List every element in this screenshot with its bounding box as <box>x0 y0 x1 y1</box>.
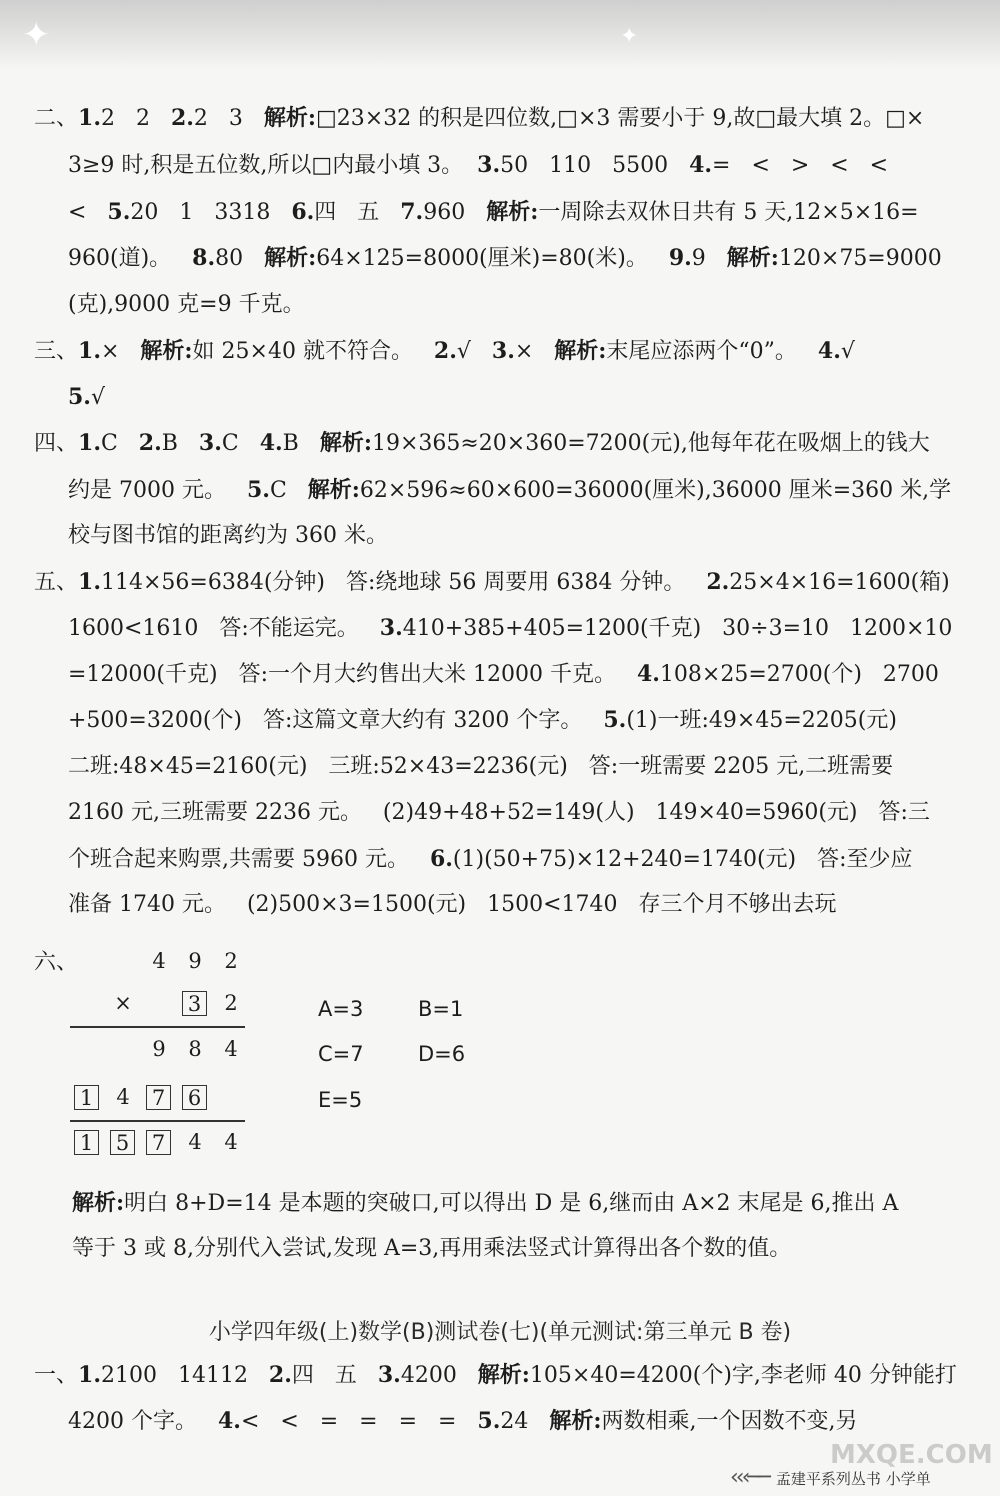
times-sign: × <box>114 991 132 1015</box>
answer-line: 二、1.2 2 2.2 3 解析:□23×32 的积是四位数,□×3 需要小于 9,故□最大填 2。□× <box>34 105 925 131</box>
answer-line: (克),9000 克=9 千克。 <box>68 292 305 317</box>
answer-line: 二班:48×45=2160(元) 三班:52×43=2236(元) 答:一班需要 2205 元,二班需要 <box>68 754 894 779</box>
assignment-c: C=7 <box>318 1042 364 1066</box>
answer-line: 960(道)。 8.80 解析:64×125=8000(厘米)=80(米)。 9.9 解析:120×75=9000 <box>68 245 942 271</box>
rule-line <box>70 1026 245 1028</box>
page-top-shade <box>0 0 1000 70</box>
sparkle-icon: ✦ <box>620 24 639 49</box>
digit: 8 <box>188 1037 202 1061</box>
explanation-line: 解析:明白 8+D=14 是本题的突破口,可以得出 D 是 6,继而由 A×2 末尾是 6,推出 A <box>72 1190 899 1216</box>
digit: 4 <box>152 949 166 973</box>
digit: 2 <box>224 949 238 973</box>
series-name: 孟建平系列丛书 <box>775 1470 881 1488</box>
boxed-digit: 5 <box>110 1130 135 1155</box>
assignment-e: E=5 <box>318 1088 363 1112</box>
rule-line <box>70 1120 245 1122</box>
assignment-b: B=1 <box>418 997 464 1021</box>
answer-line: < 5.20 1 3318 6.四 五 7.960 解析:一周除去双休日共有 5 天,12×5×16= <box>68 199 919 225</box>
answer-line: 5.√ <box>68 384 105 410</box>
digit: 4 <box>224 1130 238 1154</box>
answer-line: 约是 7000 元。 5.C 解析:62×596≈60×600=36000(厘米),36000 厘米=360 米,学 <box>68 477 952 503</box>
answer-line: 准备 1740 元。 (2)500×3=1500(元) 1500<1740 存三个月不够出去玩 <box>68 892 837 917</box>
assignment-a: A=3 <box>318 997 364 1021</box>
digit: 2 <box>224 991 238 1015</box>
boxed-digit: 3 <box>182 991 207 1016</box>
answer-line: 2160 元,三班需要 2236 元。 (2)49+48+52=149(人) 149×40=5960(元) 答:三 <box>68 800 930 825</box>
answer-line: 校与图书馆的距离约为 360 米。 <box>68 523 388 548</box>
answer-line: 3≥9 时,积是五位数,所以□内最小填 3。 3.50 110 5500 4.= < > < < <box>68 152 889 178</box>
boxed-digit: 1 <box>74 1130 99 1155</box>
answer-line: 五、1.114×56=6384(分钟) 答:绕地球 56 周要用 6384 分钟。 2.25×4×16=1600(箱) <box>34 569 950 595</box>
digit: 9 <box>188 949 202 973</box>
arrow-icon: ‹‹‹── <box>730 1465 768 1490</box>
section-label: 六、 <box>34 950 79 975</box>
digit: 4 <box>116 1085 130 1109</box>
assignment-d: D=6 <box>418 1042 466 1066</box>
watermark: MXQE.COM <box>830 1440 993 1470</box>
boxed-digit: 1 <box>74 1085 99 1110</box>
answer-line: 1600<1610 答:不能运完。 3.410+385+405=1200(千克) 30÷3=10 1200×10 <box>68 615 953 641</box>
boxed-digit: 7 <box>146 1130 171 1155</box>
boxed-digit: 6 <box>182 1085 207 1110</box>
answer-line: 三、1.× 解析:如 25×40 就不符合。 2.√ 3.× 解析:末尾应添两个“0”。 4.√ <box>34 338 855 364</box>
explanation-line: 等于 3 或 8,分别代入尝试,发现 A=3,再用乘法竖式计算得出各个数的值。 <box>72 1236 792 1261</box>
section-title: 小学四年级(上)数学(B)测试卷(七)(单元测试:第三单元 B 卷) <box>208 1320 792 1345</box>
answer-line: 4200 个字。 4.< < = = = = 5.24 解析:两数相乘,一个因数不变,另 <box>68 1408 858 1434</box>
answer-line: 一、1.2100 14112 2.四 五 3.4200 解析:105×40=4200(个)字,李老师 40 分钟能打 <box>34 1362 957 1388</box>
digit: 9 <box>152 1037 166 1061</box>
sparkle-icon: ✦ <box>22 15 51 55</box>
boxed-digit: 7 <box>146 1085 171 1110</box>
answer-line: 四、1.C 2.B 3.C 4.B 解析:19×365≈20×360=7200(元),他每年花在吸烟上的钱大 <box>34 430 930 456</box>
series-tag: 小学单 <box>885 1470 931 1488</box>
answer-line: +500=3200(个) 答:这篇文章大约有 3200 个字。 5.(1)一班:49×45=2205(元) <box>68 707 897 733</box>
page-footer <box>730 1461 1000 1495</box>
answer-line: 个班合起来购票,共需要 5960 元。 6.(1)(50+75)×12+240=1740(元) 答:至少应 <box>68 846 913 872</box>
digit: 4 <box>224 1037 238 1061</box>
answer-line: =12000(千克) 答:一个月大约售出大米 12000 千克。 4.108×25=2700(个) 2700 <box>68 661 939 687</box>
multiplication-layout <box>70 948 290 1168</box>
digit: 4 <box>188 1130 202 1154</box>
